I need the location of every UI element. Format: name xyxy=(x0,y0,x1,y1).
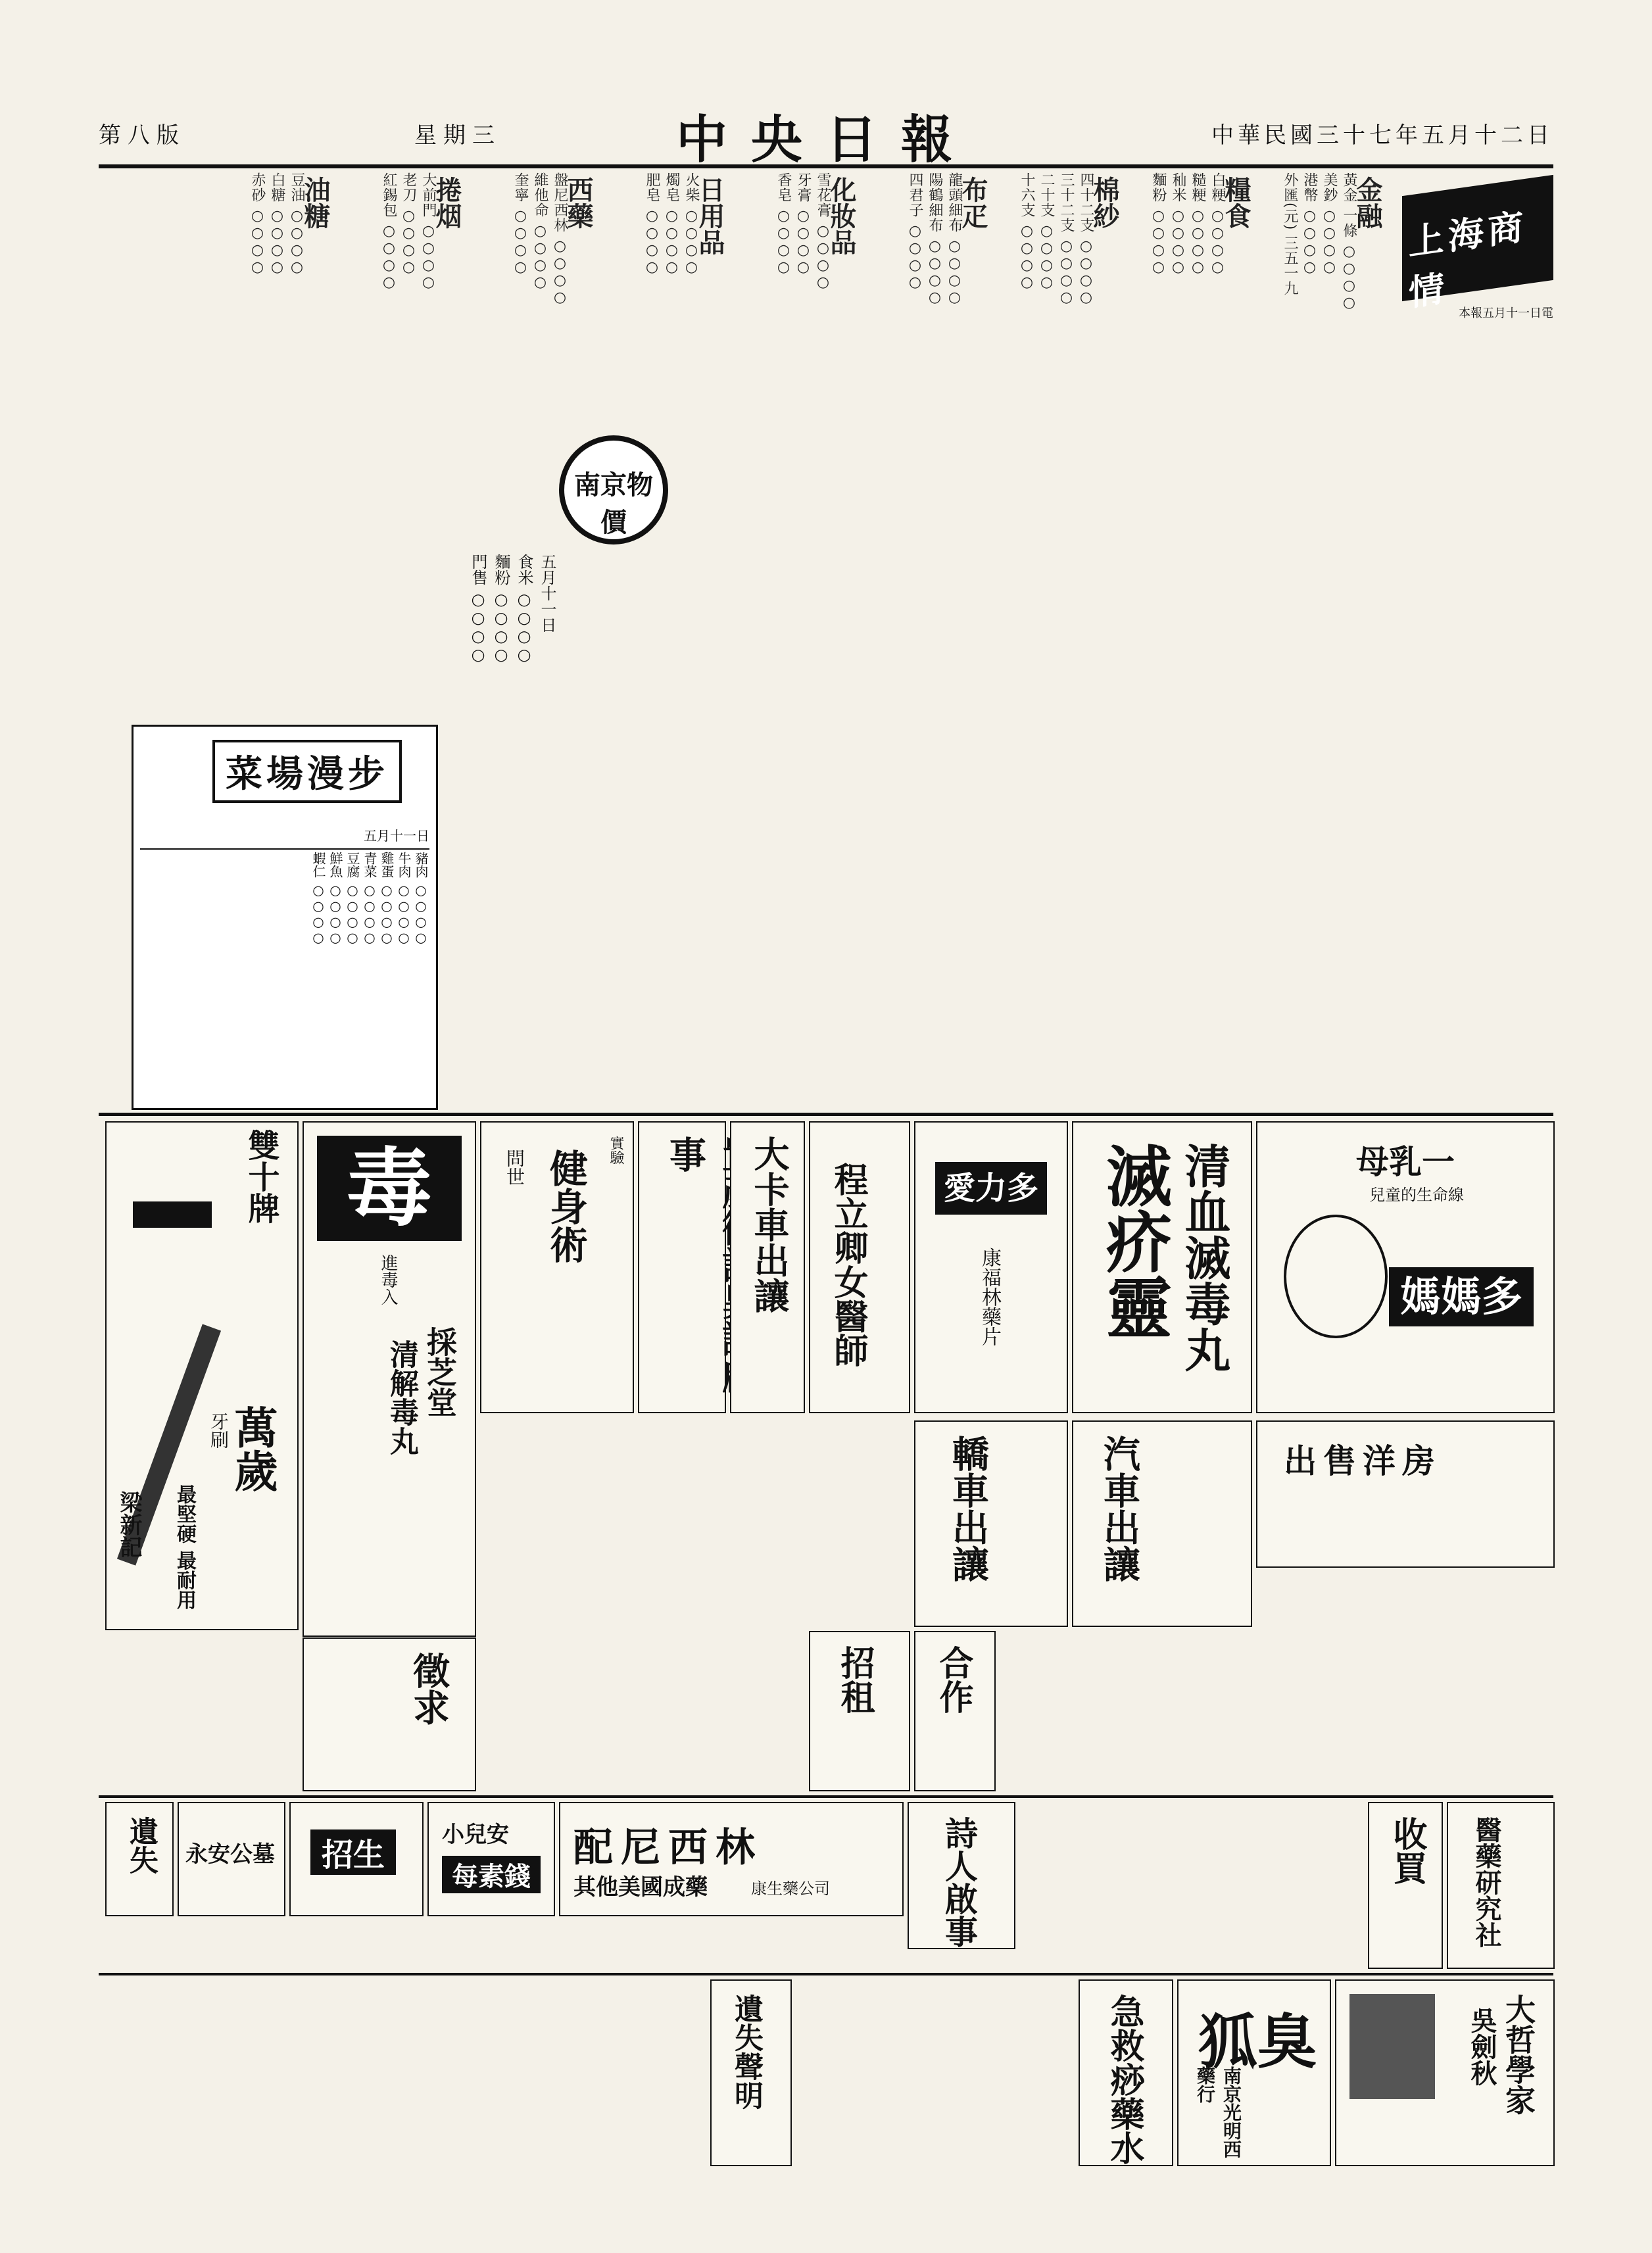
market-stroll-box xyxy=(132,725,438,1110)
poem-title: 詩人啟事 xyxy=(940,1816,979,1948)
toothbrush-tagline: 最堅硬 最耐用 xyxy=(173,1484,196,1610)
newspaper-title: 中央日報 xyxy=(675,110,977,170)
market-price-line: 老刀 ○○○○ xyxy=(401,172,417,276)
hezuo-title: 合作 xyxy=(933,1645,973,1714)
nanjing-title: 南京物價 xyxy=(574,470,653,538)
list-item: 青菜 ○○○○ xyxy=(362,852,377,946)
poison-product: 清解毒丸 xyxy=(385,1340,418,1455)
toothbrush-brand: 雙十牌 xyxy=(243,1129,279,1224)
market-price-line: 雪花膏 ○○○○ xyxy=(815,172,831,291)
niu-title: 收買 xyxy=(1387,1816,1427,1885)
nanjing-prices xyxy=(467,554,559,751)
market-price-line: 牙膏 ○○○○ xyxy=(795,172,812,276)
zhaozu-ad xyxy=(809,1631,910,1791)
phil-ad xyxy=(1335,1979,1555,2166)
lin-ad xyxy=(559,1802,904,1916)
masthead xyxy=(99,99,1553,168)
medical-title: 醫藥研究社 xyxy=(1471,1816,1502,1948)
poison-sub: 進毒入 xyxy=(378,1254,398,1305)
poison-ad xyxy=(303,1121,476,1637)
toothbrush-maker: 梁新記 xyxy=(116,1491,142,1558)
fitness-title: 健身術 xyxy=(543,1149,588,1263)
nanjing-line: 麵粉 ○○○○ xyxy=(492,554,510,664)
market-price-line: 盤尼西林 ○○○○ xyxy=(552,172,568,306)
nanjing-line: 食米 ○○○○ xyxy=(515,554,533,664)
list-item: 蝦仁 ○○○○ xyxy=(310,852,326,946)
market-price-line: 奎寧 ○○○○ xyxy=(512,172,529,276)
mama-title: 媽媽多 xyxy=(1389,1267,1534,1326)
truck-ad xyxy=(730,1121,805,1413)
phil-sub: 吳劍秋 xyxy=(1467,2007,1497,2086)
market-column xyxy=(725,172,857,1113)
market-price-line: 火柴 ○○○○ xyxy=(683,172,700,276)
loss-ad xyxy=(105,1802,174,1916)
market-price-line: 龍頭細布 ○○○○ xyxy=(946,172,963,306)
car-ad xyxy=(1072,1420,1252,1627)
doctor-title: 程立卿女醫師 xyxy=(828,1162,868,1367)
market-column xyxy=(856,172,988,1113)
nanjing-line: 門售 ○○○○ xyxy=(469,554,487,664)
zhengqiu-ad xyxy=(303,1637,476,1791)
yishi-ad xyxy=(710,1979,792,2166)
phil-title: 大哲學家 xyxy=(1501,1994,1536,2115)
poem-ad xyxy=(908,1802,1015,1949)
market-column-head: 日用品 xyxy=(694,176,725,255)
fitness-sub: 問世 xyxy=(504,1149,525,1186)
miezhuling-ad xyxy=(1072,1121,1252,1413)
issue-date: 中華民國三十七年五月十二日 xyxy=(1211,122,1553,149)
market-column-head: 西藥 xyxy=(563,176,594,229)
house-ad xyxy=(1256,1420,1555,1568)
market-column xyxy=(988,172,1120,1113)
market-section xyxy=(99,172,1553,1116)
list-item: 豆腐 ○○○○ xyxy=(345,852,360,946)
market-price-line: 秈米 ○○○○ xyxy=(1170,172,1186,276)
truck-title: 大卡車出讓 xyxy=(748,1136,790,1313)
market-price-line: 二十支 ○○○○ xyxy=(1038,172,1055,291)
yongan-title: 永安公墓 xyxy=(185,1841,275,1868)
poison-name: 採芝堂 xyxy=(422,1326,458,1417)
poison-big: 毒 xyxy=(317,1136,462,1241)
market-price-line: 維他命 ○○○○ xyxy=(532,172,548,291)
mama-ad xyxy=(1256,1121,1555,1413)
mama-note: 兒童的生命線 xyxy=(1369,1186,1464,1204)
section-title: 上海商情 xyxy=(1409,205,1527,314)
market-price-line: 美鈔 ○○○○ xyxy=(1321,172,1338,276)
list-item: 鮮魚 ○○○○ xyxy=(328,852,343,946)
loss-title: 遺失 xyxy=(124,1816,158,1874)
estate-title: 事 xyxy=(664,1136,707,1173)
market-stroll-title: 菜場漫步 xyxy=(212,740,402,803)
xiaoyao-title: 小兒安 xyxy=(442,1822,509,1848)
section-divider xyxy=(99,1973,1553,1975)
school-ad xyxy=(289,1802,424,1916)
car-title: 汽車出讓 xyxy=(1098,1435,1141,1582)
section-subtitle: 本報五月十一日電 xyxy=(1459,306,1553,320)
market-price-line: 糙粳 ○○○○ xyxy=(1190,172,1206,276)
market-column-head: 棉紗 xyxy=(1089,176,1120,229)
hezuo-ad xyxy=(914,1631,996,1791)
market-column-head: 化妝品 xyxy=(826,176,857,255)
toothbrush-sub: 牙刷 xyxy=(208,1412,230,1449)
estate-ad xyxy=(638,1121,726,1413)
market-column xyxy=(1119,172,1251,1113)
market-column xyxy=(1251,172,1383,1113)
huchou-ad xyxy=(1177,1979,1331,2166)
market-price-line: 四十二支 ○○○○ xyxy=(1078,172,1094,306)
zhengqiu-title: 徵求 xyxy=(407,1652,450,1726)
market-stroll-list xyxy=(140,852,429,1102)
fitness-ad xyxy=(480,1121,634,1413)
baby-illustration-icon xyxy=(1284,1215,1388,1338)
xiaoyao-ad xyxy=(427,1802,555,1916)
list-item: 牛肉 ○○○○ xyxy=(396,852,412,946)
rickshaw-ad xyxy=(914,1420,1068,1627)
market-price-line: 陽鶴細布 ○○○○ xyxy=(927,172,943,306)
jijiu-ad xyxy=(1079,1979,1173,2166)
market-price-line: 大前門 ○○○○ xyxy=(420,172,437,291)
huchou-sub: 南京光明西藥行 xyxy=(1194,2066,1242,2158)
market-price-line: 四君子 ○○○○ xyxy=(907,172,923,291)
market-column-head: 金融 xyxy=(1352,176,1383,229)
market-price-line: 肥皂 ○○○○ xyxy=(644,172,660,276)
medical-ad xyxy=(1447,1802,1555,1969)
market-column-head: 捲烟 xyxy=(431,176,462,229)
jijiu-title: 急救痧藥水 xyxy=(1104,1994,1144,2165)
aili-title: 愛力多 xyxy=(935,1162,1047,1215)
market-stroll-date: 五月十一日 xyxy=(140,825,429,850)
market-price-line: 豆油 ○○○○ xyxy=(289,172,305,276)
market-price-line: 赤砂 ○○○○ xyxy=(249,172,266,276)
list-item: 豬肉 ○○○○ xyxy=(413,852,429,946)
market-price-line: 香皂 ○○○○ xyxy=(775,172,792,276)
aili-ad xyxy=(914,1121,1068,1413)
niu-ad xyxy=(1368,1802,1443,1969)
market-price-line: 三十二支 ○○○○ xyxy=(1058,172,1075,306)
xiaoyao-sub: 每素錢 xyxy=(442,1856,541,1893)
market-price-line: 白糖 ○○○○ xyxy=(269,172,285,276)
school-title: 招生 xyxy=(310,1829,396,1875)
market-price-line: 十六支 ○○○○ xyxy=(1019,172,1035,291)
lin-sub: 其他美國成藥 xyxy=(573,1874,708,1901)
portrait-photo-icon xyxy=(1349,1994,1435,2099)
yongan-ad xyxy=(178,1802,285,1916)
huchou-title: 狐臭 xyxy=(1198,2007,1317,2077)
section-divider xyxy=(99,1795,1553,1798)
rickshaw-title: 轎車出讓 xyxy=(946,1435,990,1582)
market-column xyxy=(593,172,725,1113)
doctor-ad xyxy=(809,1121,910,1413)
lin-note: 康生藥公司 xyxy=(751,1879,830,1898)
zhaozu-title: 招租 xyxy=(835,1645,875,1714)
market-price-line: 紅錫包 ○○○○ xyxy=(381,172,397,291)
nanjing-line: 五月十一日 xyxy=(538,554,556,633)
market-column-head: 油糖 xyxy=(300,176,331,229)
market-column-head: 布疋 xyxy=(958,176,988,229)
market-price-line: 黃金 一條 ○○○○ xyxy=(1341,172,1357,312)
lin-title: 配尼西林 xyxy=(573,1825,763,1871)
toothbrush-name: 萬歲 xyxy=(227,1405,278,1492)
market-price-line: 燭皂 ○○○○ xyxy=(664,172,680,276)
brand-mark-icon xyxy=(133,1201,212,1228)
house-title: 出售洋房 xyxy=(1284,1441,1442,1480)
aili-sub: 康福林藥片 xyxy=(978,1248,1001,1346)
market-column-head: 糧食 xyxy=(1221,176,1251,229)
list-item: 雞蛋 ○○○○ xyxy=(379,852,395,946)
yishi-title: 遺失聲明 xyxy=(729,1994,763,2110)
market-price-line: 港幣 ○○○○ xyxy=(1301,172,1318,276)
market-price-line: 外匯(元) 三五一九 xyxy=(1282,172,1298,297)
miezhuling-sub: 清血滅毒丸 xyxy=(1177,1142,1232,1372)
mama-sub: 母乳一 xyxy=(1356,1142,1455,1181)
nanjing-seal xyxy=(559,435,668,545)
toothbrush-ad xyxy=(105,1121,299,1630)
fitness-note: 實驗 xyxy=(608,1136,624,1165)
market-price-line: 麵粉 ○○○○ xyxy=(1150,172,1167,276)
market-price-line: 白粳 ○○○○ xyxy=(1209,172,1226,276)
miezhuling-title: 滅疥靈 xyxy=(1095,1142,1173,1340)
page-number: 第八版 xyxy=(99,122,185,149)
weekday: 星期三 xyxy=(414,122,501,149)
